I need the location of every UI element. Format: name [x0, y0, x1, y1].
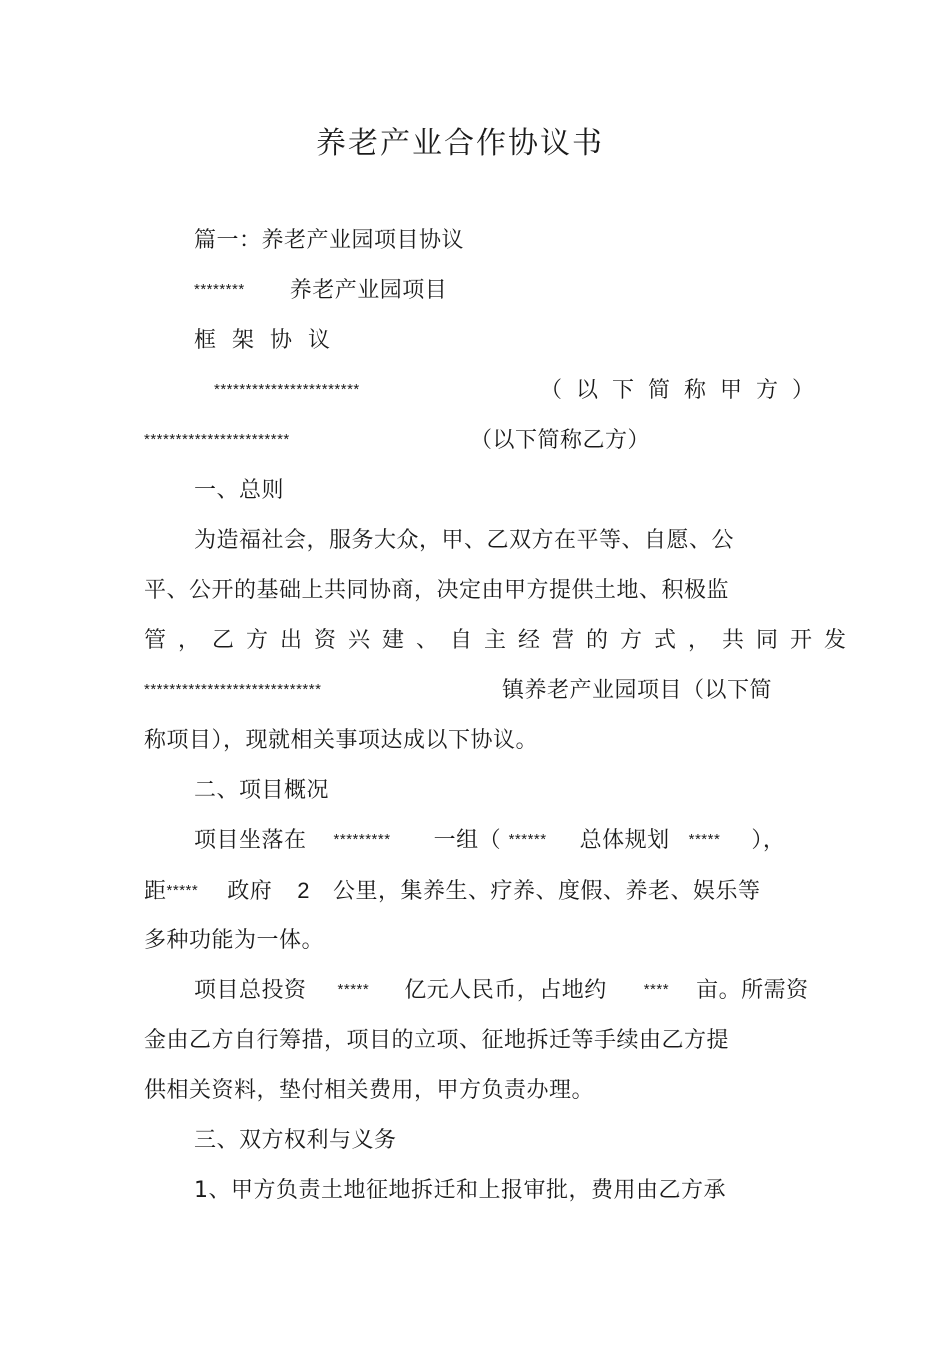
paragraph-line — [194, 826, 785, 858]
paragraph-line — [144, 876, 760, 909]
text-run: 政府 — [227, 879, 273, 904]
project-name: 养老产业园项目 — [289, 278, 448, 303]
redacted-text: ****** — [508, 831, 547, 848]
paragraph-line: 平、公开的基础上共同协商，决定由甲方提供土地、积极监 — [144, 578, 730, 603]
framework-heading: 框架协议 — [194, 328, 347, 353]
paragraph-line: 供相关资料，垫付相关费用，甲方负责办理。 — [144, 1078, 595, 1103]
text-run: 2 — [297, 878, 310, 903]
text-run: 一组（ — [433, 828, 502, 853]
text-run: 亩。所需资 — [696, 978, 809, 1003]
paragraph-line: 管，乙方出资兴建、自主经营的方式，共同开发 — [144, 628, 859, 653]
paragraph-line — [144, 676, 321, 708]
text-run: 距 — [144, 879, 167, 904]
party-b-line — [144, 426, 290, 458]
paragraph-line: 镇养老产业园项目（以下简 — [502, 678, 773, 703]
redacted-text: *********************** — [144, 431, 290, 448]
section-heading: 一、总则 — [194, 478, 285, 503]
redacted-text: ********* — [333, 831, 391, 848]
text-run: 项目坐落在 — [194, 828, 307, 853]
redacted-text: *********************** — [214, 381, 360, 398]
text-run: 项目总投资 — [194, 978, 307, 1003]
text-run: 公里，集养生、疗养、度假、养老、娱乐等 — [332, 879, 761, 904]
redacted-text: ***** — [166, 882, 199, 899]
header-line — [194, 276, 447, 308]
paragraph-line: 为造福社会，服务大众，甲、乙双方在平等、自愿、公 — [194, 528, 735, 553]
redacted-text: **************************** — [144, 681, 322, 698]
paragraph-line: 金由乙方自行筹措，项目的立项、征地拆迁等手续由乙方提 — [144, 1028, 730, 1053]
party-b-label: （以下简称乙方） — [470, 428, 651, 453]
section-heading: 二、项目概况 — [194, 778, 330, 803]
party-a-line — [214, 376, 360, 408]
section-heading: 三、双方权利与义务 — [194, 1128, 397, 1153]
redacted-text: **** — [643, 981, 670, 998]
party-a-label: （以下简称甲方） — [540, 378, 829, 403]
text-run: 亿元人民币，占地约 — [404, 978, 607, 1003]
document-title: 养老产业合作协议书 — [316, 126, 604, 161]
text-run: 总体规划 — [579, 828, 670, 853]
paragraph-line: 多种功能为一体。 — [144, 928, 325, 953]
text-run: ）， — [751, 828, 786, 853]
paragraph-line — [194, 976, 809, 1008]
chapter-heading: 篇一：养老产业园项目协议 — [194, 228, 465, 253]
paragraph-line: 1、甲方负责土地征地拆迁和上报审批，费用由乙方承 — [194, 1178, 726, 1203]
paragraph-line: 称项目），现就相关事项达成以下协议。 — [144, 728, 539, 753]
redacted-text: ***** — [688, 831, 721, 848]
redacted-text: ***** — [337, 981, 370, 998]
redacted-text: ******** — [194, 281, 245, 298]
